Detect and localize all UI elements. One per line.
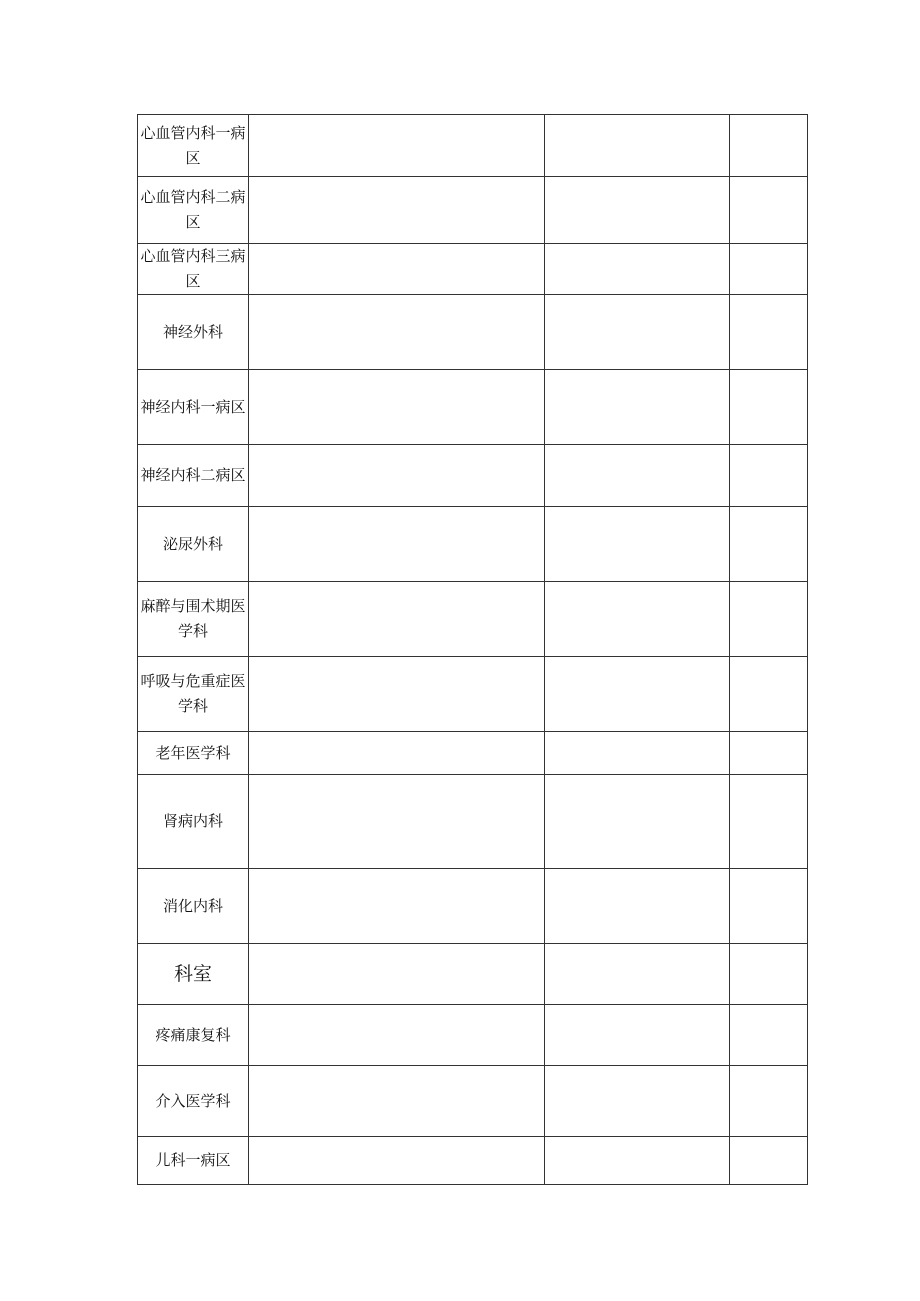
department-name: 麻醉与围术期医学科 xyxy=(138,582,249,657)
table-cell xyxy=(730,507,808,582)
table-cell xyxy=(545,1005,730,1066)
table-cell xyxy=(249,115,545,177)
table-cell xyxy=(545,295,730,370)
department-name: 心血管内科三病区 xyxy=(138,244,249,295)
department-name: 泌尿外科 xyxy=(138,507,249,582)
table-cell xyxy=(249,295,545,370)
table-row xyxy=(138,732,808,775)
table-cell xyxy=(545,370,730,445)
table-cell xyxy=(545,869,730,944)
table-cell xyxy=(730,1137,808,1185)
table-cell xyxy=(249,177,545,244)
table-cell xyxy=(730,370,808,445)
table-cell xyxy=(249,869,545,944)
table-cell xyxy=(730,445,808,507)
table-cell xyxy=(730,869,808,944)
table-row xyxy=(138,177,808,244)
table-row xyxy=(138,507,808,582)
table-cell xyxy=(249,244,545,295)
table-cell xyxy=(545,1066,730,1137)
table-cell xyxy=(249,1005,545,1066)
table-row xyxy=(138,944,808,1005)
table-row xyxy=(138,657,808,732)
table-cell xyxy=(545,1137,730,1185)
table-cell xyxy=(249,370,545,445)
table-cell xyxy=(249,582,545,657)
table-row xyxy=(138,370,808,445)
table-cell xyxy=(730,177,808,244)
department-name: 儿科一病区 xyxy=(138,1137,249,1185)
table-cell xyxy=(730,295,808,370)
department-name: 消化内科 xyxy=(138,869,249,944)
table-row xyxy=(138,869,808,944)
table-cell xyxy=(545,445,730,507)
table-row xyxy=(138,445,808,507)
table-cell xyxy=(730,1005,808,1066)
table-cell xyxy=(730,1066,808,1137)
table-cell xyxy=(249,732,545,775)
table-row xyxy=(138,295,808,370)
table-row xyxy=(138,1005,808,1066)
table-cell xyxy=(249,507,545,582)
table-cell xyxy=(249,944,545,1005)
department-name: 科室 xyxy=(138,944,249,1005)
table-cell xyxy=(249,1066,545,1137)
department-name: 神经外科 xyxy=(138,295,249,370)
table-cell xyxy=(545,582,730,657)
table-cell xyxy=(730,944,808,1005)
table-cell xyxy=(545,657,730,732)
table-cell xyxy=(730,775,808,869)
department-table xyxy=(137,114,808,1185)
department-name: 心血管内科一病区 xyxy=(138,115,249,177)
table-cell xyxy=(545,177,730,244)
table-cell xyxy=(249,775,545,869)
table-cell xyxy=(249,1137,545,1185)
department-name: 介入医学科 xyxy=(138,1066,249,1137)
table-row xyxy=(138,775,808,869)
table-cell xyxy=(545,732,730,775)
table-cell xyxy=(730,657,808,732)
department-name: 疼痛康复科 xyxy=(138,1005,249,1066)
department-name: 神经内科一病区 xyxy=(138,370,249,445)
department-name: 肾病内科 xyxy=(138,775,249,869)
department-name: 心血管内科二病区 xyxy=(138,177,249,244)
table-cell xyxy=(545,775,730,869)
table-row xyxy=(138,1066,808,1137)
table-cell xyxy=(730,582,808,657)
table-cell xyxy=(545,507,730,582)
department-name: 呼吸与危重症医学科 xyxy=(138,657,249,732)
table-cell xyxy=(730,115,808,177)
table-cell xyxy=(730,244,808,295)
table-cell xyxy=(249,657,545,732)
department-name: 神经内科二病区 xyxy=(138,445,249,507)
table-row xyxy=(138,115,808,177)
table-row xyxy=(138,582,808,657)
table-cell xyxy=(545,244,730,295)
department-name: 老年医学科 xyxy=(138,732,249,775)
table-cell xyxy=(545,115,730,177)
table-cell xyxy=(249,445,545,507)
table-cell xyxy=(730,732,808,775)
table-row xyxy=(138,244,808,295)
table-cell xyxy=(545,944,730,1005)
table-row xyxy=(138,1137,808,1185)
